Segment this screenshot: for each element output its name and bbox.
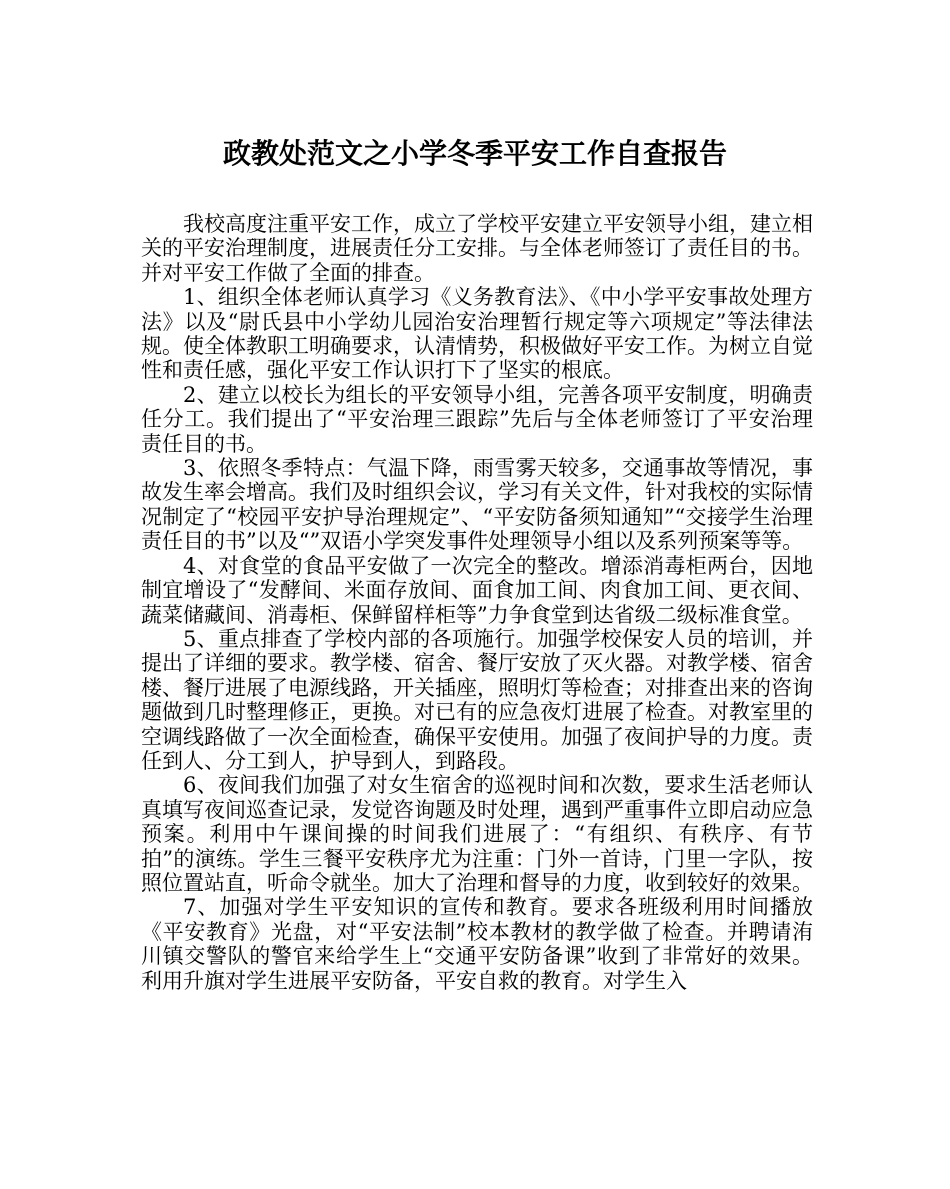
paragraph-item-4: 4、对食堂的食品平安做了一次完全的整改。增添消毒柜两台，因地制宜增设了“发酵间、米面存放间、面食加工间、肉食加工间、更衣间、蔬菜储藏间、消毒柜、保鲜留样柜等”力争食堂到达省级二级标准食堂。 (141, 553, 813, 627)
document-title: 政教处范文之小学冬季平安工作自查报告 (222, 137, 727, 170)
paragraph-item-2: 2、建立以校长为组长的平安领导小组，完善各项平安制度，明确责任分工。我们提出了“平安治理三跟踪”先后与全体老师签订了平安治理责任目的书。 (141, 382, 813, 456)
document-body (141, 212, 813, 993)
paragraph-item-7: 7、加强对学生平安知识的宣传和教育。要求各班级利用时间播放《平安教育》光盘，对“平安法制”校本教材的教学做了检查。并聘请洧川镇交警队的警官来给学生上“交通平安防备课”收到了非常好的效果。利用升旗对学生进展平安防备，平安自救的教育。对学生入 (141, 895, 813, 993)
paragraph-item-6: 6、夜间我们加强了对女生宿舍的巡视时间和次数，要求生活老师认真填写夜间巡查记录，发觉咨询题及时处理，遇到严重事件立即启动应急预案。利用中午课间操的时间我们进展了：“有组织、有秩序、有节拍”的演练。学生三餐平安秩序尤为注重：门外一首诗，门里一字队，按照位置站直，听命令就坐。加大了治理和督导的力度，收到较好的效果。 (141, 773, 813, 895)
paragraph-item-3: 3、依照冬季特点：气温下降，雨雪雾天较多，交通事故等情况，事故发生率会增高。我们及时组织会议，学习有关文件，针对我校的实际情况制定了“校园平安护导治理规定”、“平安防备须知通知”“交接学生治理责任目的书”以及“”双语小学突发事件处理领导小组以及系列预案等等。 (141, 456, 813, 554)
paragraph-intro: 我校高度注重平安工作，成立了学校平安建立平安领导小组，建立相关的平安治理制度，进展责任分工安排。与全体老师签订了责任目的书。并对平安工作做了全面的排查。 (141, 212, 813, 285)
paragraph-item-5: 5、重点排查了学校内部的各项施行。加强学校保安人员的培训，并提出了详细的要求。教学楼、宿舍、餐厅安放了灭火器。对教学楼、宿舍楼、餐厅进展了电源线路，开关插座，照明灯等检查；对排查出来的咨询题做到几时整理修正，更换。对已有的应急夜灯进展了检查。对教室里的空调线路做了一次全面检查，确保平安使用。加强了夜间护导的力度。责任到人、分工到人，护导到人，到路段。 (141, 626, 813, 773)
paragraph-item-1: 1、组织全体老师认真学习《义务教育法》、《中小学平安事故处理方法》以及“尉氏县中小学幼儿园治安治理暂行规定等六项规定”等法律法规。使全体教职工明确要求，认清情势，积极做好平安工作。为树立自觉性和责任感，强化平安工作认识打下了坚实的根底。 (141, 285, 813, 383)
